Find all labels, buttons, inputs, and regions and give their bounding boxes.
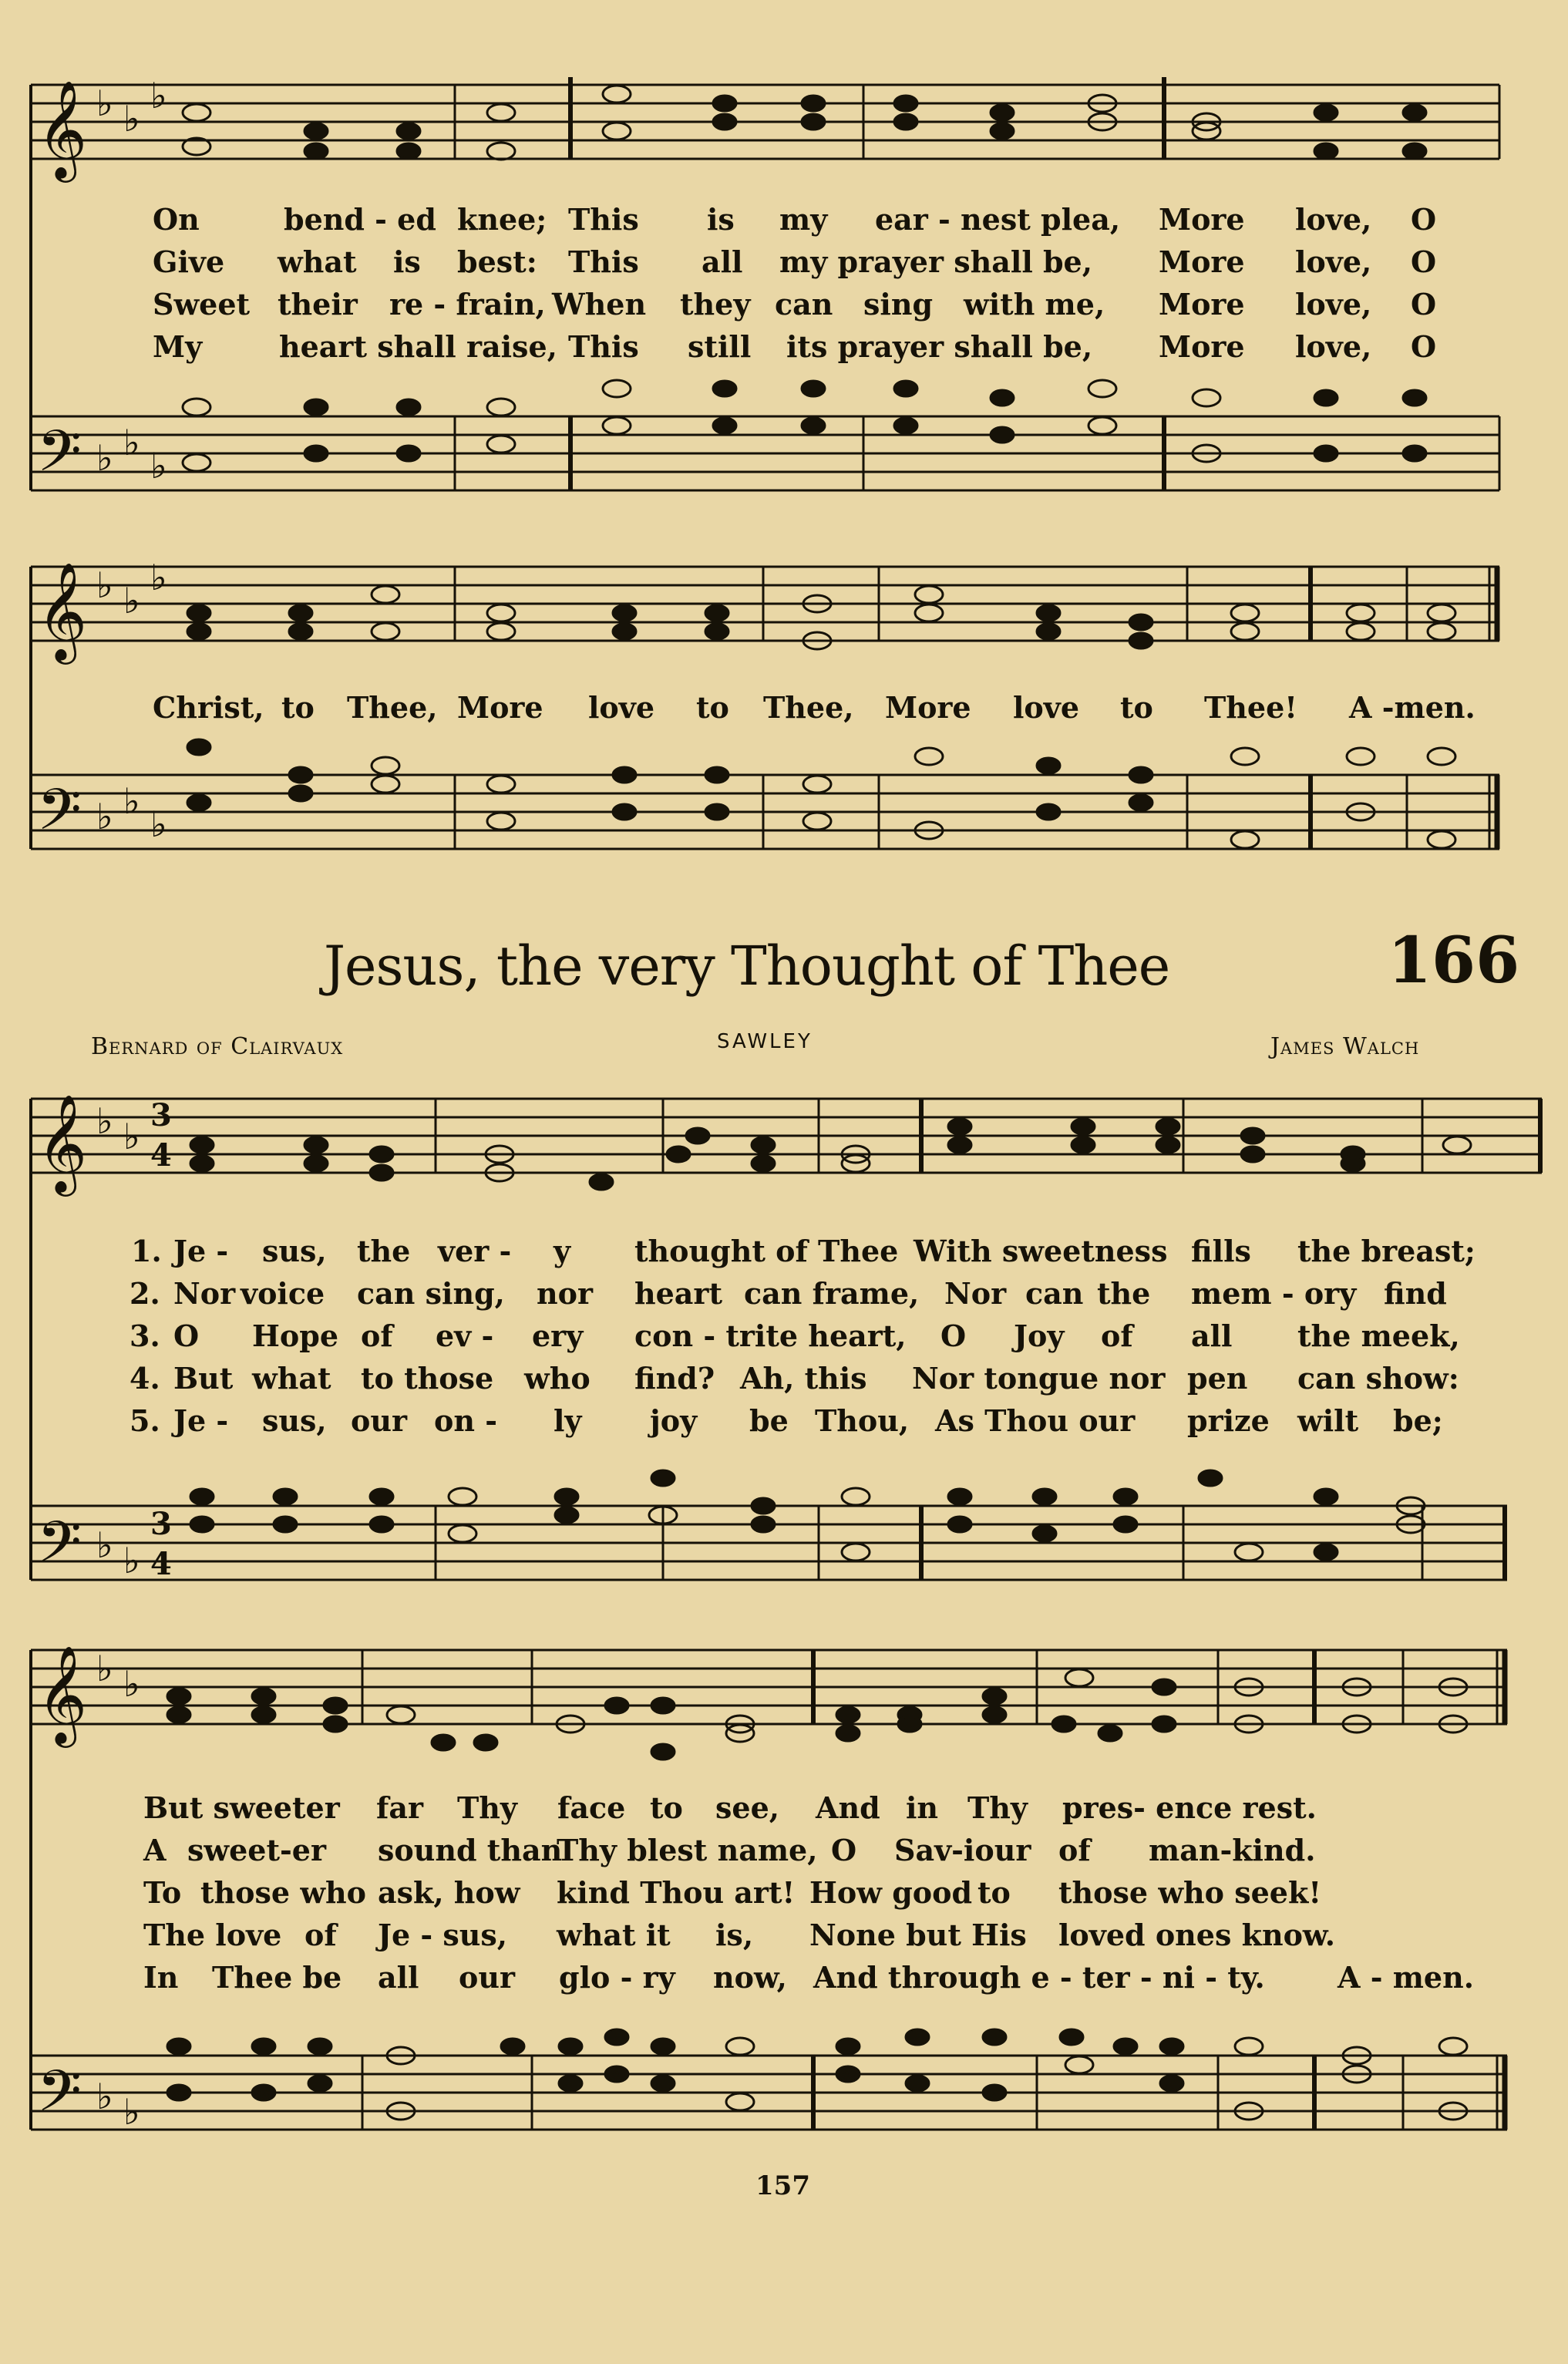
lyric-word: Christ, xyxy=(153,690,264,725)
lyric-word: is xyxy=(707,202,735,237)
lyric-word: More xyxy=(885,690,971,725)
lyric-word: ery xyxy=(532,1318,584,1353)
lyric-word: to xyxy=(281,690,315,725)
lyric-word: Ah, this xyxy=(740,1361,867,1396)
lyric-word: is, xyxy=(715,1918,754,1952)
lyric-word: love xyxy=(588,690,655,725)
lyric-word: all xyxy=(1191,1318,1233,1353)
lyric-word: thought of Thee xyxy=(634,1234,899,1268)
lyric-word: ear - nest plea, xyxy=(875,202,1121,237)
lyric-word: More xyxy=(1159,202,1245,237)
lyric-word: those who xyxy=(200,1875,367,1910)
lyric-word: can xyxy=(1025,1276,1084,1311)
lyric-word: those who seek! xyxy=(1058,1875,1321,1910)
lyric-word: ly xyxy=(554,1403,582,1438)
lyric-word: my xyxy=(779,202,828,237)
lyric-word: in xyxy=(906,1790,939,1825)
svg-text:𝄢: 𝄢 xyxy=(37,1509,82,1590)
lyric-word: heart shall raise, xyxy=(279,329,557,364)
lyric-word: To xyxy=(143,1875,182,1910)
lyric-word: my prayer shall be, xyxy=(779,244,1092,279)
lyric-word: O xyxy=(940,1318,967,1353)
svg-text:♭: ♭ xyxy=(150,445,167,487)
lyric-word: O xyxy=(1411,244,1437,279)
lyric-word: Nor tongue nor xyxy=(912,1361,1166,1396)
lyric-word: With sweetness xyxy=(914,1234,1168,1268)
lyric-word: On xyxy=(153,202,200,237)
lyric-word: Nor xyxy=(173,1276,236,1311)
lyric-word: ev - xyxy=(436,1318,494,1353)
bass-clef-icon: 𝄢 xyxy=(37,418,82,499)
lyric-word: what xyxy=(278,244,357,279)
lyric-word: love, xyxy=(1295,287,1372,322)
lyric-word: can sing, xyxy=(357,1276,505,1311)
quarter-note-icon xyxy=(305,143,328,159)
lyric-word: Thee be xyxy=(212,1960,342,1995)
lyric-word: O xyxy=(1411,329,1437,364)
svg-text:♭: ♭ xyxy=(123,2091,140,2133)
lyric-word: ver - xyxy=(438,1234,512,1268)
lyric-word: Je - sus, xyxy=(378,1918,508,1952)
lyric-word: voice xyxy=(241,1276,325,1311)
lyric-word: sus, xyxy=(262,1234,327,1268)
lyric-word: is xyxy=(393,244,421,279)
svg-text:♭: ♭ xyxy=(123,580,140,621)
lyric-word: loved ones know. xyxy=(1058,1918,1336,1952)
lyric-word: More xyxy=(1159,287,1245,322)
lyric-word: now, xyxy=(713,1960,787,1995)
lyric-word: love, xyxy=(1295,202,1372,237)
lyric-word: on - xyxy=(434,1403,497,1438)
lyric-word: bend - ed xyxy=(284,202,436,237)
lyric-word: nor xyxy=(537,1276,593,1311)
lyric-word: y xyxy=(554,1234,571,1268)
lyric-word: sound than xyxy=(378,1833,563,1867)
flat-icon: ♭ xyxy=(96,83,113,124)
lyric-word: O xyxy=(831,1833,857,1867)
hymn-number: 166 xyxy=(1388,924,1520,998)
tune-name: SAWLEY xyxy=(717,1030,813,1053)
lyric-word: glo - ry xyxy=(559,1960,675,1995)
lyric-word: And xyxy=(816,1790,880,1825)
lyric-word: pres- ence rest. xyxy=(1062,1790,1317,1825)
verse-number: 3. xyxy=(130,1318,160,1353)
lyric-word: best: xyxy=(457,244,537,279)
lyric-word: This xyxy=(568,329,639,364)
verse-number: 4. xyxy=(130,1361,160,1396)
lyric-word: the meek, xyxy=(1297,1318,1460,1353)
verse-number: 1. xyxy=(131,1234,162,1268)
lyric-word: still xyxy=(688,329,752,364)
lyric-word: all xyxy=(378,1960,419,1995)
lyric-word: love xyxy=(1013,690,1080,725)
svg-text:♭: ♭ xyxy=(123,422,140,463)
svg-text:♭: ♭ xyxy=(96,2076,113,2117)
music-staff-system-1 xyxy=(0,62,1568,509)
lyric-word: mem - ory xyxy=(1191,1276,1357,1311)
lyric-word: what it xyxy=(557,1918,671,1952)
svg-text:♭: ♭ xyxy=(123,98,140,140)
lyric-word: More xyxy=(1159,244,1245,279)
lyric-word: man-kind. xyxy=(1149,1833,1316,1867)
lyric-word: of xyxy=(1101,1318,1133,1353)
svg-text:♭: ♭ xyxy=(96,1100,113,1142)
lyric-word: Thy xyxy=(967,1790,1028,1825)
lyric-word: of xyxy=(1058,1833,1091,1867)
lyric-word: re - frain, xyxy=(389,287,546,322)
lyric-word: con - trite heart, xyxy=(634,1318,907,1353)
lyric-word: None but His xyxy=(809,1918,1027,1952)
svg-text:♭: ♭ xyxy=(96,1524,113,1566)
lyric-word: When xyxy=(552,287,647,322)
lyric-word: love, xyxy=(1295,244,1372,279)
svg-text:♭: ♭ xyxy=(150,557,167,598)
lyric-word: sing xyxy=(863,287,934,322)
lyric-word: far xyxy=(376,1790,423,1825)
lyric-word: to xyxy=(1120,690,1153,725)
lyric-word: its prayer shall be, xyxy=(786,329,1093,364)
lyric-word: to xyxy=(977,1875,1011,1910)
lyric-word: A - men. xyxy=(1338,1960,1474,1995)
lyric-word: This xyxy=(568,202,639,237)
lyric-word: More xyxy=(457,690,543,725)
svg-text:𝄢: 𝄢 xyxy=(37,776,82,857)
lyric-word: of xyxy=(361,1318,393,1353)
lyric-word: Thou, xyxy=(815,1403,910,1438)
lyric-word: love, xyxy=(1295,329,1372,364)
lyric-word: heart xyxy=(634,1276,722,1311)
lyric-word: sus, xyxy=(262,1403,327,1438)
lyric-word: can frame, xyxy=(744,1276,920,1311)
treble-clef-icon: 𝄞 xyxy=(37,79,88,178)
lyric-word: Je - xyxy=(173,1403,229,1438)
lyric-word: face xyxy=(557,1790,626,1825)
lyric-word: can show: xyxy=(1297,1361,1459,1396)
lyric-word: In xyxy=(143,1960,179,1995)
hymn-title: Jesus, the very Thought of Thee xyxy=(324,934,1170,998)
page-number: 157 xyxy=(755,2170,810,2201)
lyric-word: How good xyxy=(809,1875,973,1910)
lyric-word: the xyxy=(1097,1276,1151,1311)
lyric-word: with me, xyxy=(964,287,1105,322)
lyric-word: And through e - ter - ni - ty. xyxy=(813,1960,1265,1995)
lyric-word: all xyxy=(702,244,743,279)
lyric-word: be; xyxy=(1393,1403,1443,1438)
lyric-word: can xyxy=(775,287,833,322)
half-note-icon xyxy=(183,104,210,121)
verse-number: 5. xyxy=(130,1403,160,1438)
lyric-word: Hope xyxy=(252,1318,338,1353)
lyric-word: of xyxy=(305,1918,337,1952)
svg-text:4: 4 xyxy=(150,1546,172,1582)
verse-number: 2. xyxy=(130,1276,160,1311)
lyric-word: they xyxy=(680,287,751,322)
lyric-word: see, xyxy=(715,1790,779,1825)
lyric-word: As Thou our xyxy=(935,1403,1136,1438)
lyric-word: pen xyxy=(1187,1361,1248,1396)
lyric-word: But xyxy=(173,1361,234,1396)
lyric-word: the breast; xyxy=(1297,1234,1475,1268)
lyric-word: to xyxy=(696,690,729,725)
lyric-word: to those xyxy=(361,1361,494,1396)
lyric-word: their xyxy=(278,287,358,322)
lyric-word: Give xyxy=(153,244,225,279)
lyric-word: O xyxy=(1411,287,1437,322)
svg-text:♭: ♭ xyxy=(123,1540,140,1581)
lyric-word: Thy xyxy=(457,1790,517,1825)
lyric-word: Thy blest name, xyxy=(557,1833,818,1867)
composer-credit: James Walch xyxy=(1270,1033,1420,1060)
svg-text:♭: ♭ xyxy=(96,564,113,606)
lyric-word: Thee! xyxy=(1204,690,1297,725)
lyric-word: ask, how xyxy=(378,1875,520,1910)
lyric-word: knee; xyxy=(457,202,547,237)
lyric-word: find xyxy=(1384,1276,1447,1311)
lyric-word: Nor xyxy=(944,1276,1007,1311)
svg-text:♭: ♭ xyxy=(150,75,167,116)
lyric-word: be xyxy=(749,1403,789,1438)
svg-text:♭: ♭ xyxy=(123,1116,140,1157)
lyric-word: More xyxy=(1159,329,1245,364)
lyric-word: Sav-iour xyxy=(894,1833,1031,1867)
svg-text:♭: ♭ xyxy=(150,803,167,845)
lyric-word: joy xyxy=(650,1403,698,1438)
svg-text:𝄞: 𝄞 xyxy=(37,561,88,660)
svg-text:𝄞: 𝄞 xyxy=(37,1093,88,1192)
lyric-word: sweet-er xyxy=(187,1833,326,1867)
lyric-word: A -men. xyxy=(1349,690,1475,725)
svg-text:♭: ♭ xyxy=(123,780,140,822)
svg-text:♭: ♭ xyxy=(96,796,113,837)
lyric-word: to xyxy=(650,1790,683,1825)
svg-text:𝄢: 𝄢 xyxy=(37,2058,82,2139)
lyric-word: Joy xyxy=(1014,1318,1065,1353)
lyric-word: kind Thou art! xyxy=(557,1875,796,1910)
svg-text:♭: ♭ xyxy=(96,1648,113,1689)
lyric-word: A xyxy=(143,1833,167,1867)
svg-text:♭: ♭ xyxy=(123,1663,140,1705)
svg-text:𝄞: 𝄞 xyxy=(37,1645,88,1743)
lyric-word: prize xyxy=(1187,1403,1270,1438)
lyric-word: The love xyxy=(143,1918,282,1952)
svg-text:4: 4 xyxy=(150,1137,172,1174)
lyric-word: O xyxy=(1411,202,1437,237)
lyric-word: fills xyxy=(1191,1234,1251,1268)
lyric-word: But sweeter xyxy=(143,1790,340,1825)
time-signature: 3 xyxy=(150,1097,172,1133)
lyric-word: our xyxy=(351,1403,407,1438)
lyric-word: the xyxy=(357,1234,411,1268)
lyric-word: what xyxy=(252,1361,331,1396)
lyric-word: Thee, xyxy=(347,690,438,725)
lyric-word: find? xyxy=(634,1361,715,1396)
lyric-word: Sweet xyxy=(153,287,251,322)
lyric-word: who xyxy=(524,1361,591,1396)
svg-text:3: 3 xyxy=(150,1506,172,1542)
lyric-word: Thee, xyxy=(763,690,854,725)
lyric-word: wilt xyxy=(1297,1403,1359,1438)
lyric-word: Je - xyxy=(173,1234,229,1268)
author-credit: Bernard of Clairvaux xyxy=(91,1033,344,1060)
lyric-word: O xyxy=(173,1318,200,1353)
svg-text:♭: ♭ xyxy=(96,437,113,479)
lyric-word: My xyxy=(153,329,203,364)
lyric-word: This xyxy=(568,244,639,279)
lyric-word: our xyxy=(459,1960,515,1995)
